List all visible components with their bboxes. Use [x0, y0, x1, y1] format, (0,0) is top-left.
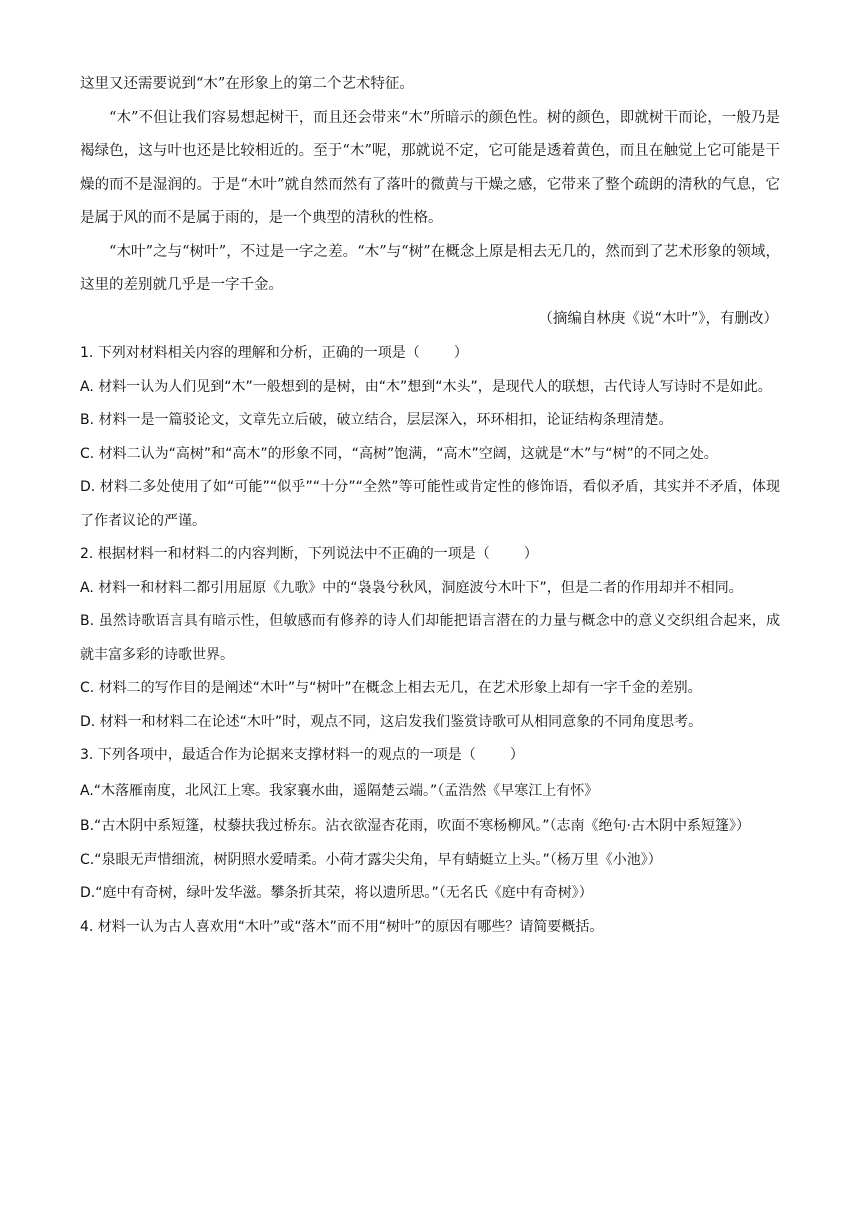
question-list: [80, 337, 780, 944]
question-2-stem: [80, 538, 780, 572]
question-3-stem: [80, 739, 780, 773]
question-1-text: 1. 下列对材料相关内容的理解和分析，正确的一项是（: [80, 345, 420, 361]
passage-paragraph-1: 这里又还需要说到“木”在形象上的第二个艺术特征。: [80, 76, 414, 92]
reading-passage: [80, 68, 780, 336]
question-1-stem: [80, 337, 780, 371]
question-3-option-c: C.“泉眼无声惜细流，树阴照水爱晴柔。小荷才露尖尖角，早有蜻蜓立上头。”（杨万里《小池》）: [80, 851, 662, 868]
question-4-stem: 4. 材料一认为古人喜欢用“木叶”或“落木”而不用“树叶”的原因有哪些？请简要概括。: [80, 918, 604, 935]
question-3-text: 3. 下列各项中，最适合作为论据来支撑材料一的观点的一项是（: [80, 747, 476, 763]
question-2-option-a: A. 材料一和材料二都引用屈原《九歌》中的“袅袅兮秋风，洞庭波兮木叶下”，但是二者的作用却并不相同。: [80, 579, 743, 596]
question-1-close: ）: [453, 345, 468, 361]
passage-source: （摘编自林庚《说“木叶”》，有删改）: [538, 310, 778, 327]
question-1-option-a: A. 材料一认为人们见到“木”一般想到的是树，由“木”想到“木头”，是现代人的联想，古代诗人写诗时不是如此。: [80, 378, 772, 395]
question-3-option-d: D.“庭中有奇树，绿叶发华滋。攀条折其荣，将以遗所思。”（无名氏《庭中有奇树》）: [80, 885, 593, 901]
passage-paragraph-3: “木叶”之与“树叶”，不过是一字之差。“木”与“树”在概念上原是相去无几的，然而到了艺术形象的领域，这里的差别就几乎是一字千金。: [80, 243, 780, 293]
question-1-option-d: D. 材料二多处使用了如“可能”“似乎”“十分”“全然”等可能性或肯定性的修饰语，看似矛盾，其实并不矛盾，体现了作者议论的严谨。: [80, 479, 780, 529]
question-3-option-a: A.“木落雁南度，北风江上寒。我家襄水曲，遥隔楚云端。”（孟浩然《早寒江上有怀》: [80, 782, 599, 799]
exam-page: [80, 68, 780, 944]
question-2-option-b: B. 虽然诗歌语言具有暗示性，但敏感而有修养的诗人们却能把语言潜在的力量与概念中的意义交织组合起来，成就丰富多彩的诗歌世界。: [80, 613, 780, 663]
question-2-close: ）: [523, 546, 538, 562]
question-1-option-b: B. 材料一是一篇驳论文，文章先立后破，破立结合，层层深入，环环相扣，论证结构条理清楚。: [80, 412, 673, 428]
question-2-text: 2. 根据材料一和材料二的内容判断，下列说法中不正确的一项是（: [80, 546, 490, 562]
passage-paragraph-2: “木”不但让我们容易想起树干，而且还会带来“木”所暗示的颜色性。树的颜色，即就树干而论，一般乃是褐绿色，这与叶也还是比较相近的。至于“木”呢，那就说不定，它可能是透着黄色，而且在触觉上它可能是干燥的而不是湿润的。于是“木叶”就自然而然有了落叶的微黄与干燥之感，它带来了整个疏朗的清秋的气息，它是属于风的而不是属于雨的，是一个典型的清秋的性格。: [80, 109, 780, 226]
question-1-option-c: C. 材料二认为“高树”和“高木”的形象不同，“高树”饱满，“高木”空阔，这就是“木”与“树”的不同之处。: [80, 445, 718, 462]
question-3-option-b: B.“古木阴中系短篷，杖藜扶我过桥东。沾衣欲湿杏花雨，吹面不寒杨柳风。”（志南《绝句·古木阴中系短篷》）: [80, 818, 751, 834]
question-3-close: ）: [509, 747, 524, 763]
question-2-option-c: C. 材料二的写作目的是阐述“木叶”与“树叶”在概念上相去无几，在艺术形象上却有一字千金的差别。: [80, 680, 702, 696]
question-2-option-d: D. 材料一和材料二在论述“木叶”时，观点不同，这启发我们鉴赏诗歌可从相同意象的不同角度思考。: [80, 713, 703, 730]
